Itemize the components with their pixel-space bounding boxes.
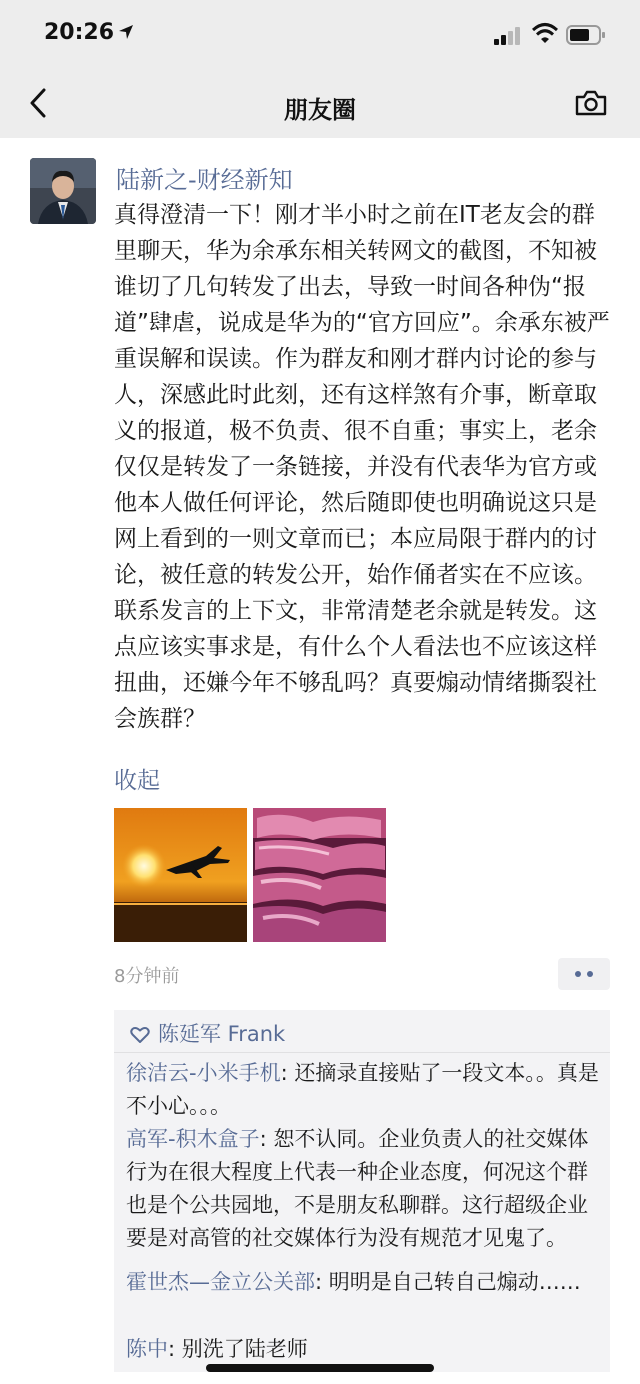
comment-item[interactable]: 徐洁云-小米手机: 还摘录直接贴了一段文本。。真是不小心。。。	[126, 1061, 599, 1118]
home-indicator[interactable]	[206, 1364, 434, 1372]
more-dots-icon[interactable]	[558, 958, 610, 990]
wifi-icon	[532, 22, 558, 44]
comment-author[interactable]: 霍世杰—金立公关部	[126, 1270, 315, 1294]
comment-author[interactable]: 徐洁云-小米手机	[126, 1061, 281, 1085]
comment-text: 还摘录直接贴了一段文本。。真是不小心。。。	[126, 1061, 599, 1118]
location-arrow-icon	[118, 24, 134, 40]
divider	[114, 1052, 610, 1053]
heart-icon	[130, 1026, 150, 1044]
comment-text: 别洗了陆老师	[181, 1337, 308, 1361]
comment-author[interactable]: 高军-积木盒子	[126, 1127, 260, 1151]
post-author[interactable]: 陆新之-财经新知	[116, 166, 293, 194]
camera-icon[interactable]	[574, 89, 608, 117]
avatar[interactable]	[30, 158, 96, 224]
status-time: 20:26	[44, 20, 115, 45]
comment-item[interactable]: 陈中: 别洗了陆老师	[126, 1337, 308, 1361]
page-title: 朋友圈	[284, 96, 356, 124]
post-timestamp: 8分钟前	[114, 966, 180, 987]
post-photo-meat[interactable]	[253, 808, 386, 942]
collapse-link[interactable]: 收起	[114, 768, 160, 794]
signal-icon	[494, 27, 522, 45]
comment-author[interactable]: 陈中	[126, 1337, 168, 1361]
like-name[interactable]: 陈延军 Frank	[158, 1022, 286, 1046]
comment-item[interactable]: 高军-积木盒子: 恕不认同。企业负责人的社交媒体行为在很大程度上代表一种企业态度，何况这个群也是个公共园地，不是朋友私聊群。这行超级企业要是对高管的社交媒体行为没有规范才见鬼了。	[126, 1127, 589, 1250]
comment-text: 恕不认同。企业负责人的社交媒体行为在很大程度上代表一种企业态度，何况这个群也是个公共园地，不是朋友私聊群。这行超级企业要是对高管的社交媒体行为没有规范才见鬼了。	[126, 1127, 589, 1250]
battery-icon	[566, 24, 606, 46]
comment-text: 明明是自己转自己煽动……	[328, 1270, 581, 1294]
post-text: 真得澄清一下！刚才半小时之前在IT老友会的群里聊天，华为余承东相关转网文的截图，不知被谁切了几句转发了出去，导致一时间各种伪“报道”肆虐，说成是华为的“官方回应”。余承东被严重误解和误读。作为群友和刚才群内讨论的参与人，深感此时此刻，还有这样煞有介事，断章取义的报道，极不负责、很不自重；事实上，老余仅仅是转发了一条链接，并没有代表华为官方或他本人做任何评论，然后随即使也明确说这只是网上看到的一则文章而已；本应局限于群内的讨论，被任意的转发公开，始作俑者实在不应该。联系发言的上下文，非常清楚老余就是转发。这点应该实事求是，有什么个人看法也不应该这样扭曲，还嫌今年不够乱吗？真要煽动情绪撕裂社会族群？	[114, 202, 610, 732]
comment-item[interactable]: 霍世杰—金立公关部: 明明是自己转自己煽动……	[126, 1270, 581, 1294]
likes-row	[130, 1018, 285, 1048]
post-photo-sunset-jet[interactable]	[114, 808, 247, 942]
